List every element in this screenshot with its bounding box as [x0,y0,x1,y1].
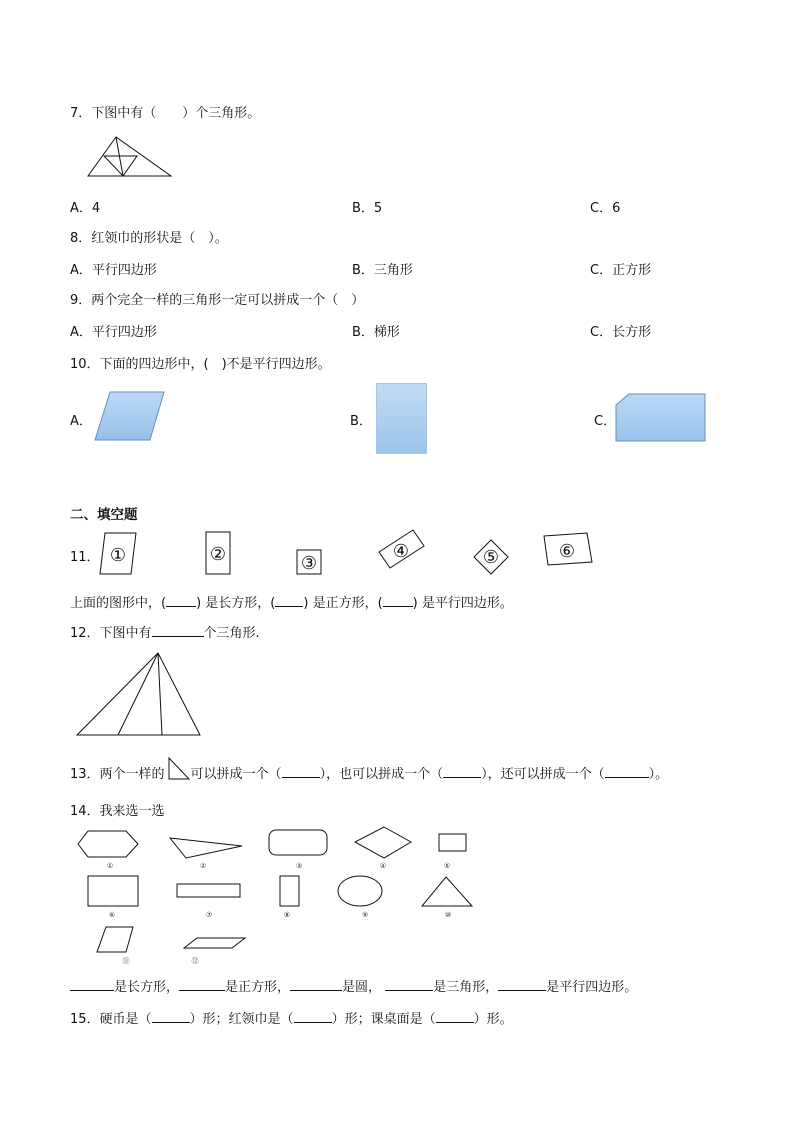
q7-inner-triangle [104,156,137,176]
q14-shape-2 [170,838,242,858]
q14-blank-2[interactable] [179,977,225,991]
q11-part-1: 上面的图形中，( [70,596,167,611]
q7-option-a[interactable]: A．4 [70,201,101,216]
q10-pentagon [615,393,707,443]
q14-shape-9 [338,876,382,906]
q10-stem: 10．下面的四边形中，( )不是平行四边形。 [70,357,331,372]
svg-text:⑩: ⑩ [444,911,452,919]
q14-shape-7 [177,884,240,897]
q15-blank-2[interactable] [294,1009,332,1023]
q14-shape-8 [280,876,299,906]
q11-blank-2[interactable] [275,593,303,607]
q14-part-5: 是平行四边形。 [546,980,638,995]
q11-label-4: ④ [392,541,410,562]
q14-shape-11 [97,927,133,952]
svg-text:⑫: ⑫ [191,957,199,965]
q12-line-1 [118,653,158,735]
q8-option-c[interactable]: C．正方形 [590,263,652,278]
q12-stem [70,622,260,641]
q14-shape-12 [184,938,245,948]
q11-num: 11． [70,550,100,565]
svg-text:⑪: ⑪ [122,957,130,965]
q13-part-4: ）。 [648,767,669,782]
q15-line [70,1008,513,1027]
q15-blank-1[interactable] [152,1009,190,1023]
q11-label-2: ② [209,544,227,565]
q11-part-4: ) 是平行四边形。 [412,596,513,611]
q14-blank-5[interactable] [498,977,546,991]
q15-part-1: 15．硬币是（ [70,1012,152,1027]
q14-stem: 14．我来选一选 [70,804,165,819]
q13-part-3: ），还可以拼成一个（ [481,767,605,782]
q13-part-1: 可以拼成一个（ [190,767,282,782]
q11-label-3: ③ [300,553,318,574]
q9-option-c[interactable]: C．长方形 [590,325,652,340]
q8-option-b[interactable]: B．三角形 [352,263,413,278]
q11-part-3: ) 是正方形，( [303,596,383,611]
q8-stem: 8．红领巾的形状是（ ）。 [70,231,228,246]
q10-parallelogram [94,391,166,441]
svg-text:③: ③ [295,862,303,870]
q11-blank-3[interactable] [383,593,413,607]
q12-blank[interactable] [152,623,204,637]
q9-option-b[interactable]: B．梯形 [352,325,400,340]
q7-figure [86,135,174,179]
q10-option-c[interactable]: C． [594,414,617,429]
q14-shape-1 [78,831,138,857]
q11-label-5: ⑤ [482,547,500,568]
q13-blank-2[interactable] [443,764,481,778]
q11-label-1: ① [109,545,127,566]
q9-stem: 9．两个完全一样的三角形一定可以拼成一个（ ） [70,293,365,308]
q13-num: 13．两个一样的 [70,767,165,782]
q15-part-3: ）形；课桌面是（ [331,1012,436,1027]
q11-blank-1[interactable] [166,593,196,607]
q14-shape-6 [88,876,138,906]
q15-blank-3[interactable] [436,1009,474,1023]
section-title: 二、填空题 [70,507,138,523]
svg-text:⑥: ⑥ [108,911,116,919]
q12-stem-end: 个三角形. [203,626,260,641]
q7-stem: 7．下图中有（ ）个三角形。 [70,106,261,121]
q14-part-1: 是长方形， [114,980,180,995]
q15-part-4: ）形。 [473,1012,513,1027]
right-triangle-icon [165,764,191,778]
q15-part-2: ）形；红领巾是（ [189,1012,294,1027]
q14-part-4: 是三角形， [433,980,499,995]
q14-shape-4 [355,827,411,858]
q10-rectangle [376,383,428,455]
q13-blank-1[interactable] [282,764,320,778]
q14-shape-5 [439,834,466,851]
q14-part-3: 是圆， [342,980,382,995]
svg-text:②: ② [199,862,207,870]
q11-figures [96,528,606,580]
q7-option-c[interactable]: C．6 [590,201,621,216]
q11-label-6: ⑥ [558,541,576,562]
q13-part-2: ），也可以拼成一个（ [319,767,444,782]
q14-blank-3[interactable] [290,977,342,991]
q13-line [70,763,668,782]
q14-blank-4[interactable] [385,977,433,991]
svg-text:⑨: ⑨ [361,911,369,919]
svg-text:①: ① [106,862,114,870]
q14-figures [76,826,496,968]
q13-blank-3[interactable] [605,764,649,778]
q12-figure [76,652,204,738]
svg-text:④: ④ [379,862,387,870]
q11-answer-line [70,592,513,611]
q14-part-2: 是正方形， [225,980,291,995]
q10-option-b[interactable]: B． [350,414,372,429]
q12-line-2 [158,653,162,735]
q14-shape-3 [269,830,327,855]
q11-part-2: ) 是长方形，( [196,596,276,611]
svg-text:⑧: ⑧ [283,911,291,919]
q12-stem-start: 12．下图中有 [70,626,152,641]
svg-text:⑦: ⑦ [205,911,213,919]
q14-blank-1[interactable] [70,977,114,991]
q14-answer-line [70,976,637,995]
q8-option-a[interactable]: A．平行四边形 [70,263,157,278]
q7-option-b[interactable]: B．5 [352,201,383,216]
q10-option-a[interactable]: A． [70,414,92,429]
svg-text:⑤: ⑤ [443,862,451,870]
q9-option-a[interactable]: A．平行四边形 [70,325,157,340]
q14-shape-10 [422,877,472,906]
